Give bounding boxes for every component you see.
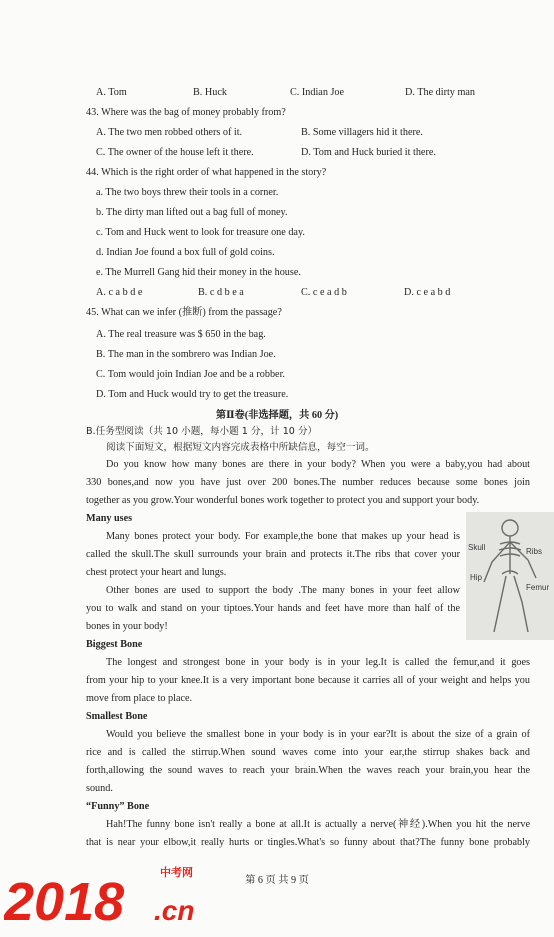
- skeleton-figure: [466, 512, 554, 640]
- q45-option-d: D. Tom and Huck would try to get the treasure.: [96, 389, 289, 400]
- q43-stem: 43. Where was the bag of money probably from?: [86, 107, 286, 118]
- q43-option-b: B. Some villagers hid it there.: [301, 127, 423, 138]
- biggest-line: The longest and strongest bone in your body is in your leg.It is called the femur,and it goes: [106, 657, 530, 668]
- smallest-line: rice and is called the stirrup.When sound waves come into your ear,the stirrup shakes back and: [86, 747, 530, 758]
- figure-label-skull: Skull: [468, 543, 486, 552]
- q43-option-d: D. Tom and Huck buried it there.: [301, 147, 436, 158]
- many-uses-line: bones in your body!: [86, 621, 168, 632]
- part2-title: 第Ⅱ卷(非选择题，共 60 分): [215, 410, 339, 421]
- q44-stem: 44. Which is the right order of what happened in the story?: [86, 167, 327, 178]
- heading-many-uses: Many uses: [86, 513, 133, 524]
- funny-line: that is near your elbow,it really hurts or tingles.What's so funny about that?The funny bone probably: [86, 837, 530, 848]
- many-uses-line: chest protect your heart and lungs.: [86, 567, 227, 578]
- q44-event-a: a. The two boys threw their tools in a corner.: [96, 187, 279, 198]
- q42-option-b: B. Huck: [193, 87, 227, 98]
- many-uses-line: Many bones protect your body. For example,the bone that makes up your head is: [106, 531, 460, 542]
- watermark-svg: [4, 862, 214, 932]
- q45-option-b: B. The man in the sombrero was Indian Joe.: [96, 349, 276, 360]
- intro-line: together as you grow.Your wonderful bones work together to protect you and support your body.: [86, 495, 480, 506]
- q44-option-d: D. c e a b d: [404, 287, 451, 298]
- q45-option-c: C. Tom would join Indian Joe and be a robber.: [96, 369, 285, 380]
- q42-option-d: D. The dirty man: [405, 87, 475, 98]
- q42-option-c: C. Indian Joe: [290, 87, 345, 98]
- many-uses-line: you to walk and stand on your tiptoes.Your hands and feet have more than half of the: [86, 603, 460, 614]
- figure-label-hip: Hip: [470, 573, 483, 582]
- q44-event-b: b. The dirty man lifted out a bag full of money.: [96, 207, 288, 218]
- q44-event-d: d. Indian Joe found a box full of gold coins.: [96, 247, 275, 258]
- smallest-line: sound.: [86, 783, 113, 794]
- section-b-title: B.任务型阅读（共 10 小题，每小题 1 分，计 10 分）: [86, 426, 318, 437]
- q44-event-e: e. The Murrell Gang hid their money in the house.: [96, 267, 301, 278]
- watermark-domain: .cn: [154, 895, 195, 926]
- biggest-line: from your hip to your knee.It is a very important bone because it carries all of your weight and helps you: [86, 675, 530, 686]
- skeleton-illustration: [466, 512, 554, 640]
- q45-stem: 45. What can we infer (推断) from the passage?: [86, 307, 282, 318]
- q44-option-a: A. c a b d e: [96, 287, 143, 298]
- funny-line: Hah!The funny bone isn't really a bone at all.It is actually a nerve(神经).When you hit the nerve: [106, 819, 530, 830]
- watermark-year: 2018: [4, 872, 125, 932]
- figure-label-femur: Femur: [526, 583, 550, 592]
- site-watermark-logo: [4, 862, 214, 932]
- smallest-line: Would you believe the smallest bone in your body is in your ear?It is about the size of a grain of: [106, 729, 530, 740]
- q44-option-b: B. c d b e a: [198, 287, 244, 298]
- instruction: 阅读下面短文，根据短文内容完成表格中所缺信息，每空一词。: [106, 442, 375, 453]
- intro-line: 330 bones,and now you have just over 200 bones.The number reduces because some bones join: [86, 477, 530, 488]
- heading-smallest-bone: Smallest Bone: [86, 711, 148, 722]
- heading-biggest-bone: Biggest Bone: [86, 639, 143, 650]
- many-uses-line: called the skull.The skull surrounds your brain and protects it.The ribs that cover your: [86, 549, 460, 560]
- q43-option-a: A. The two men robbed others of it.: [96, 127, 243, 138]
- heading-funny-bone: “Funny” Bone: [86, 801, 150, 812]
- intro-line: Do you know how many bones are there in your body? When you were a baby,you had about: [106, 459, 530, 470]
- watermark-site-name: 中考网: [160, 866, 193, 879]
- many-uses-line: Other bones are used to support the body .The many bones in your feet allow: [106, 585, 460, 596]
- q44-event-c: c. Tom and Huck went to look for treasure one day.: [96, 227, 305, 238]
- q43-option-c: C. The owner of the house left it there.: [96, 147, 254, 158]
- figure-label-ribs: Ribs: [526, 547, 543, 556]
- q44-option-c: C. c e a d b: [301, 287, 347, 298]
- q42-option-a: A. Tom: [96, 87, 127, 98]
- smallest-line: forth,allowing the sound waves to reach your brain.When the waves reach your brain,you hear the: [86, 765, 530, 776]
- q45-option-a: A. The real treasure was $ 650 in the bag.: [96, 329, 266, 340]
- page-number: 第 6 页 共 9 页: [245, 875, 309, 886]
- biggest-line: move from place to place.: [86, 693, 193, 704]
